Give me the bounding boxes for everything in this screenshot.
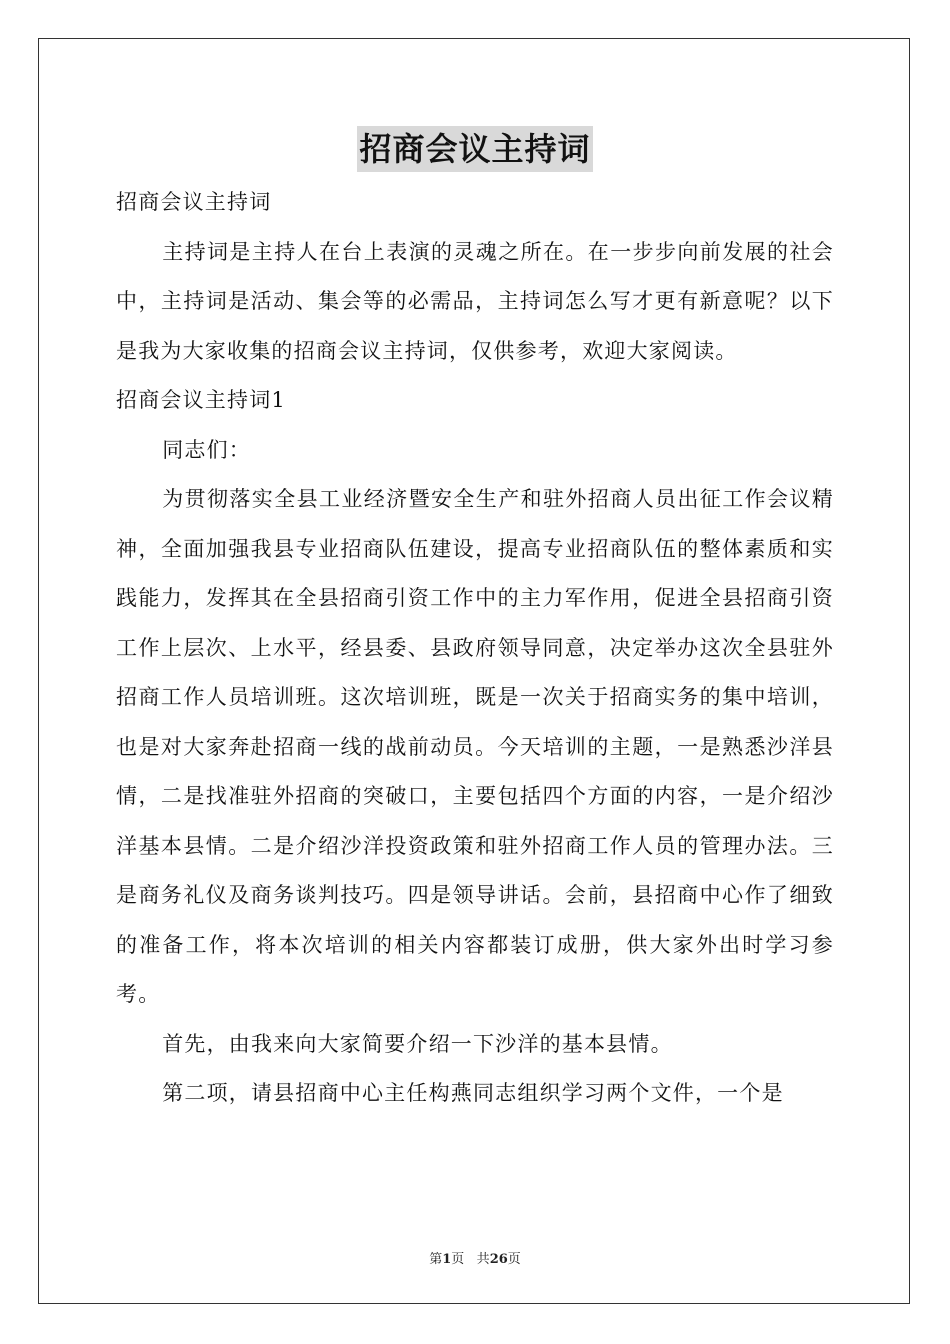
document-title: 招商会议主持词: [357, 126, 592, 172]
footer-page-suffix: 页: [451, 1252, 465, 1267]
paragraph-subtitle: 招商会议主持词: [116, 190, 272, 214]
paragraph-intro: 主持词是主持人在台上表演的灵魂之所在。在一步步向前发展的社会中，主持词是活动、集会等的必需品，主持词怎么写才更有新意呢？以下是我为大家收集的招商会议主持词，仅供参考，欢迎大家阅读。: [116, 239, 834, 363]
footer-total-suffix: 页: [507, 1252, 521, 1267]
footer-page-number: 1: [442, 1252, 452, 1267]
paragraph-body: 为贯彻落实全县工业经济暨安全生产和驻外招商人员出征工作会议精神，全面加强我县专业招商队伍建设，提高专业招商队伍的整体素质和实践能力，发挥其在全县招商引资工作中的主力军作用，促进全县招商引资工作上层次、上水平，经县委、县政府领导同意，决定举办这次全县驻外招商工作人员培训班。这次培训班，既是一次关于招商实务的集中培训，也是对大家奔赴招商一线的战前动员。今天培训的主题，一是熟悉沙洋县情，二是找准驻外招商的突破口，主要包括四个方面的内容，一是介绍沙洋基本县情。二是介绍沙洋投资政策和驻外招商工作人员的管理办法。三是商务礼仪及商务谈判技巧。四是领导讲话。会前，县招商中心作了细致的准备工作，将本次培训的相关内容都装订成册，供大家外出时学习参考。: [116, 487, 834, 1006]
paragraph-section-heading: 招商会议主持词1: [116, 388, 286, 412]
title-container: [0, 126, 950, 172]
footer-prefix: 第: [429, 1252, 443, 1267]
page-footer: [0, 1248, 950, 1267]
paragraph-second-item: 第二项，请县招商中心主任构燕同志组织学习两个文件，一个是: [162, 1081, 784, 1105]
footer-total-prefix: 共: [476, 1252, 490, 1267]
paragraph-first-item: 首先，由我来向大家简要介绍一下沙洋的基本县情。: [162, 1031, 673, 1056]
footer-total-pages: 26: [489, 1252, 508, 1267]
paragraph-greeting: 同志们：: [162, 437, 251, 462]
document-body: [116, 178, 834, 1119]
